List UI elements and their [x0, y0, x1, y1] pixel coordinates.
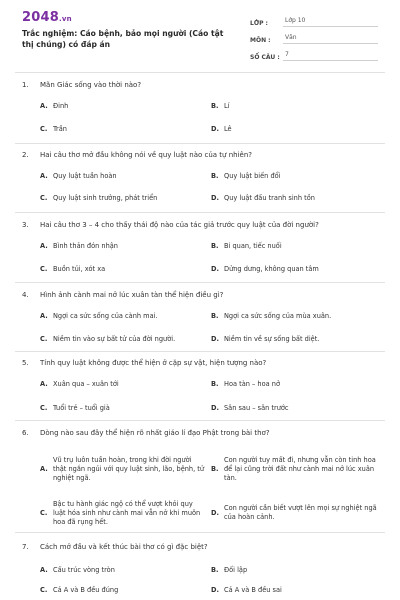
option-text: Đối lập [224, 566, 248, 574]
option-letter: B. [211, 102, 219, 110]
meta-subject-value: Văn [283, 34, 378, 44]
option-a[interactable] [40, 380, 193, 389]
option-a[interactable] [40, 452, 205, 486]
option-text: Ngợi ca sức sống của cành mai. [53, 312, 158, 320]
option-text: Ngợi ca sức sống của mùa xuân. [224, 312, 332, 320]
option-letter: A. [40, 380, 48, 388]
option-text: Con người cần biết vượt lên mọi sự nghiệt ngã của hoàn cảnh. [224, 504, 377, 521]
worksheet-header [0, 0, 400, 70]
meta-class-row [250, 12, 378, 27]
option-d[interactable] [211, 496, 382, 530]
option-b[interactable] [211, 102, 364, 111]
option-text: Cả A và B đều sai [224, 586, 282, 594]
option-letter: A. [40, 464, 48, 473]
option-letter: B. [211, 464, 219, 473]
option-d[interactable] [211, 404, 364, 413]
option-letter: B. [211, 172, 219, 180]
option-b[interactable] [211, 172, 364, 181]
option-c[interactable] [40, 404, 193, 413]
option-text: Con người tuy mất đi, nhưng vẫn còn tinh hoa để lại cũng trời đất như cành mai nở lúc xuân tàn. [224, 455, 376, 482]
option-letter: D. [211, 508, 219, 517]
meta-count-label: SỐ CÂU : [250, 54, 280, 61]
option-text: Quy luật đấu tranh sinh tồn [224, 194, 315, 202]
meta-class-label: LỚP : [250, 20, 268, 27]
question-6 [22, 428, 382, 526]
option-letter: A. [40, 566, 48, 574]
option-a[interactable] [40, 312, 193, 321]
option-text: Niềm tin vào sự bất tử của đời người. [53, 335, 176, 343]
question-7 [22, 542, 382, 594]
option-text: Cấu trúc vòng tròn [53, 566, 115, 574]
option-letter: A. [40, 242, 48, 250]
option-letter: C. [40, 125, 48, 133]
option-text: Niềm tin về sự sống bất diệt. [224, 335, 320, 343]
option-b[interactable] [211, 452, 382, 486]
meta-subject-row [250, 29, 378, 44]
option-letter: B. [211, 380, 219, 388]
option-text: Bình thản đón nhận [53, 242, 118, 250]
meta-count-value: 7 [283, 51, 378, 61]
meta-class-value: Lớp 10 [283, 17, 378, 27]
option-a[interactable] [40, 566, 193, 575]
option-c[interactable] [40, 496, 205, 530]
meta-count-row [250, 46, 378, 61]
question-1 [22, 80, 382, 133]
option-letter: D. [211, 265, 219, 273]
option-d[interactable] [211, 586, 364, 595]
option-text: Xuân qua – xuân tới [53, 380, 119, 388]
question-number: 3. [22, 221, 29, 229]
option-letter: D. [211, 586, 219, 594]
option-b[interactable] [211, 566, 364, 575]
option-letter: D. [211, 335, 219, 343]
option-text: Vũ trụ luôn tuần hoàn, trong khi đời người thật ngắn ngủi với quy luật sinh, lão, bệnh, tử nghiệt ngã. [53, 455, 205, 482]
option-text: Quy luật tuần hoàn [53, 172, 117, 180]
option-c[interactable] [40, 586, 193, 595]
option-text: Sân sau – sân trước [224, 404, 289, 412]
site-logo[interactable] [22, 10, 72, 25]
divider [15, 212, 385, 213]
question-prompt: Hai câu thơ 3 – 4 cho thấy thái độ nào của tác giả trước quy luật của đời người? [40, 221, 319, 229]
option-text: Lê [224, 125, 232, 133]
question-text [22, 358, 382, 368]
divider [15, 351, 385, 352]
option-letter: B. [211, 242, 219, 250]
option-d[interactable] [211, 265, 364, 274]
question-text [22, 428, 382, 438]
question-prompt: Cách mở đầu và kết thúc bài thơ có gì đặc biệt? [40, 543, 208, 551]
option-letter: A. [40, 172, 48, 180]
option-c[interactable] [40, 265, 193, 274]
option-letter: A. [40, 102, 48, 110]
question-number: 4. [22, 291, 29, 299]
divider [15, 143, 385, 144]
logo-text: 2048 [22, 10, 59, 25]
option-text: Buồn tủi, xót xa [53, 265, 106, 273]
option-letter: C. [40, 508, 48, 517]
question-number: 7. [22, 543, 29, 551]
option-c[interactable] [40, 335, 193, 344]
option-text: Bi quan, tiếc nuối [224, 242, 282, 250]
question-text [22, 542, 382, 552]
divider [15, 420, 385, 421]
question-prompt: Dòng nào sau đây thể hiện rõ nhất giáo lí đạo Phật trong bài thơ? [40, 429, 270, 437]
option-letter: C. [40, 586, 48, 594]
question-prompt: Hình ảnh cành mai nở lúc xuân tàn thể hiện điều gì? [40, 291, 224, 299]
question-4 [22, 290, 382, 343]
question-text [22, 150, 382, 160]
question-prompt: Hai câu thơ mở đầu không nói về quy luật nào của tự nhiên? [40, 151, 252, 159]
divider [15, 282, 385, 283]
option-text: Hoa tàn – hoa nở [224, 380, 280, 388]
option-text: Dửng dưng, không quan tâm [224, 265, 319, 273]
option-d[interactable] [211, 125, 364, 134]
option-c[interactable] [40, 125, 193, 134]
option-text: Quy luật sinh trưởng, phát triển [53, 194, 158, 202]
option-text: Trần [53, 125, 67, 133]
option-d[interactable] [211, 194, 364, 203]
option-letter: C. [40, 265, 48, 273]
worksheet-meta [250, 12, 378, 63]
option-a[interactable] [40, 242, 193, 251]
option-c[interactable] [40, 194, 193, 203]
option-b[interactable] [211, 242, 364, 251]
option-b[interactable] [211, 312, 364, 321]
option-letter: D. [211, 404, 219, 412]
question-prompt: Tính quy luật không được thể hiện ở cặp sự vật, hiện tượng nào? [40, 359, 267, 367]
question-2 [22, 150, 382, 202]
question-number: 1. [22, 81, 29, 89]
option-letter: B. [211, 566, 219, 574]
meta-subject-label: MÔN : [250, 37, 271, 44]
option-text: Lí [224, 102, 230, 110]
logo-ext: .vn [58, 15, 72, 23]
option-text: Cả A và B đều đúng [53, 586, 119, 594]
worksheet-title: Trắc nghiệm: Cáo bệnh, bảo mọi người (Cáo tật thị chúng) có đáp án [22, 29, 224, 49]
option-d[interactable] [211, 335, 364, 344]
question-prompt: Mãn Giác sống vào thời nào? [40, 81, 142, 89]
option-a[interactable] [40, 102, 193, 111]
question-5 [22, 358, 382, 412]
option-letter: D. [211, 194, 219, 202]
question-number: 5. [22, 359, 29, 367]
divider [15, 72, 385, 73]
option-text: Tuổi trẻ – tuổi già [53, 404, 110, 412]
option-letter: B. [211, 312, 219, 320]
question-text [22, 290, 382, 300]
option-text: Quy luật biến đổi [224, 172, 281, 180]
option-text: Bậc tu hành giác ngộ có thể vượt khỏi quy luật hóa sinh như cành mai vẫn nở khi muôn hoa đã rụng hết. [53, 499, 201, 526]
option-letter: C. [40, 194, 48, 202]
option-text: Đinh [53, 102, 69, 110]
question-3 [22, 220, 382, 273]
option-b[interactable] [211, 380, 364, 389]
option-letter: D. [211, 125, 219, 133]
option-letter: C. [40, 404, 48, 412]
option-letter: A. [40, 312, 48, 320]
question-number: 6. [22, 429, 29, 437]
divider [15, 532, 385, 533]
option-letter: C. [40, 335, 48, 343]
option-a[interactable] [40, 172, 193, 181]
question-text [22, 220, 382, 230]
question-options [22, 90, 382, 133]
question-number: 2. [22, 151, 29, 159]
question-text [22, 80, 382, 90]
